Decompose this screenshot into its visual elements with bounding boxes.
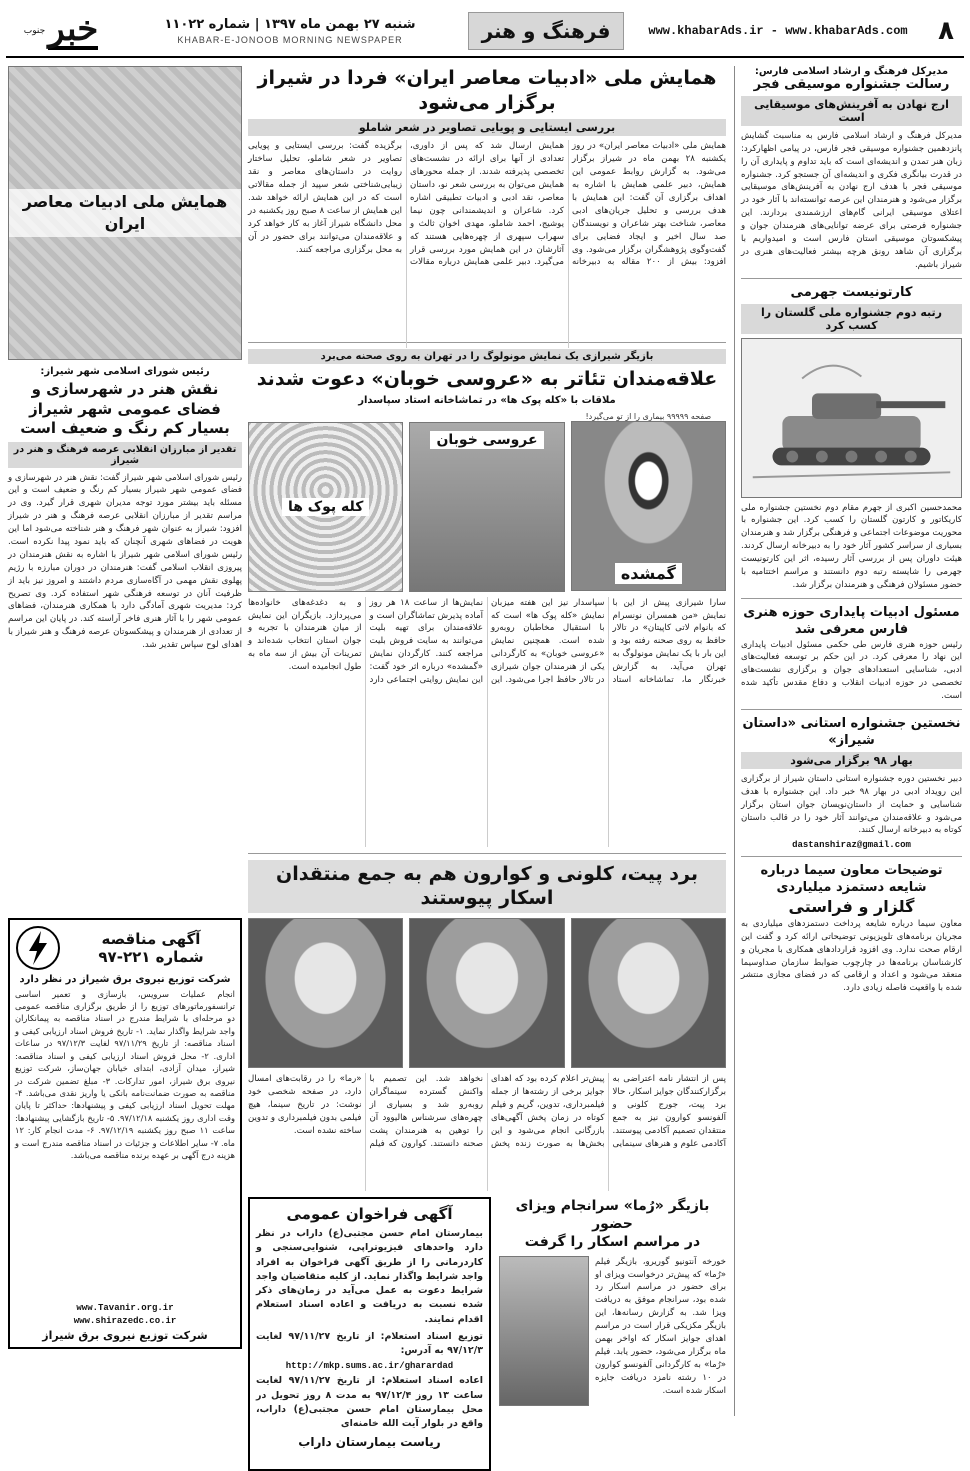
city-council-kicker: رئیس شورای اسلامی شهر شیراز: — [40, 366, 210, 377]
center-area — [248, 66, 726, 1450]
poster-lost-image — [571, 421, 726, 591]
oscar-critics-body: پس از انتشار نامه اعتراضی به برگزارکنندگان جوایز اسکار، حالا برد پیت، جورج کلونی و آلفونسو کوارون نیز به جمع منتقدان تصمیم آکادمی پیوستند. آکادمی علوم و هنرهای سینمایی پیش‌تر اعلام کرده بود که اهدای جوایز برخی از رشته‌ها از جمله فیلمبرداری، تدوین، گریم و فیلم کوتاه در زمان پخش آگهی‌های بازرگانی انجام می‌شود و این بخش‌ها به صورت زنده پخش نخواهد شد. این تصمیم با واکنش گسترده سینماگران روبه‌رو شد و بسیاری از چهره‌های سرشناس هالیوود آن را توهین به هنرمندان پشت صحنه دانستند. کوارون که فیلم «رما» را در رقابت‌های امسال دارد، در صفحه شخصی خود نوشت: در تاریخ سینما، هیچ فیلمی بدون فیلمبرداری و تدوین ساخته نشده است. — [248, 1074, 726, 1149]
tender-ad-signature: شرکت توزیع نیروی برق شیراز — [42, 1328, 208, 1342]
music-festival-body: مدیرکل فرهنگ و ارشاد اسلامی فارس به مناسبت گشایش پانزدهمین جشنواره موسیقی فجر فارس، در پیامی اظهارکرد: زبان هنر تمدن و اندیشه‌ای است که باید تداوم و پایداری آن را در قدرت بیانگری فکری و اندیشه‌ای آن جستجو کرد. جشنواره موسیقی فجر با هدف ارج نهادن به آفرینش‌های موسیقایی برگزار می‌شود و هنرمندان این عرصه توانسته‌اند با آثار خود در اعتلای موسیقی ایرانی گام‌های ارزشمندی بردارند. این جشنواره فرصتی برای عرضه توانایی‌های هنرمندان جوان و پیشکسوتان موسیقی استان فارس است و امیدواریم با برگزاری آن شاهد رونق هرچه بیشتر فعالیت‌های هنری در شیراز باشیم. — [741, 130, 962, 270]
tv-salary-kicker: توضیحات معاون سیما درباره شایعه دستمزد میلیاردی — [760, 863, 943, 896]
poster-lost-title: گمشده — [615, 563, 682, 584]
public-call-url[interactable]: http://mkp.sums.ac.ir/gharardad — [285, 1361, 454, 1372]
public-call-body: بیمارستان امام حسن مجتبی(ع) داراب در نظر دارد واحدهای فیزیوتراپی، شنوایی‌سنجی و کاردرمانی را از طریق آگهی فراخوان به افراد واجد شرایط واگذار نماید. از کلیه متقاضیان واجد شرایط دعوت به عمل می‌آید در زمان‌های ذکر شده نسبت به دریافت و اعاده اسناد استعلام اقدام نمایند. — [256, 1228, 483, 1325]
cartoonist-title: رتبه دوم جشنواره ملی گلستان را کسب کرد — [741, 304, 962, 334]
conference-poster — [8, 66, 242, 360]
divider — [741, 856, 962, 857]
tender-ad — [8, 918, 242, 1349]
divider — [741, 598, 962, 599]
right-column — [734, 66, 962, 1416]
tender-ad-heading — [67, 930, 235, 966]
poster-lost-caption: صفحه ۹۹۹۹۹ بیماری را از تو می‌گیرد! — [585, 411, 712, 421]
tender-ad-company: شرکت توزیع نیروی برق شیراز در نظر دارد — [19, 973, 231, 985]
power-company-logo-icon — [15, 925, 61, 971]
oscar-critics-title: برد پیت، کلونی و کوارون هم به جمع منتقدان اسکار پیوستند — [248, 860, 726, 913]
tender-ad-body: انجام عملیات سرویس، بازسازی و تعمیر اساسی ترانسفورماتورهای توزیع را از طریق برگزاری مناقصه عمومی دو مرحله‌ای با شرایط مندرج در اسناد مناقصه به پیمانکاران واجد شرایط واگذار نماید. ۱- تاریخ فروش اسناد ارزیابی کیفی و اسناد مناقصه: از تاریخ ۹۷/۱۱/۲۹ لغایت ۹۷/۱۲/۳ در ساعات اداری. ۲- محل فروش اسناد ارزیابی کیفی و اسناد مناقصه: شیراز، میدان آزادی، ابتدای خیابان جهان‌ساز، شرکت توزیع نیروی برق شیراز، امور تدارکات. ۳- مبلغ تضمین شرکت در مناقصه به صورت ضمانت‌نامه بانکی یا واریز نقدی می‌باشد. ۴- مهلت تحویل اسناد ارزیابی کیفی و پیشنهادها: حداکثر تا پایان وقت اداری روز یکشنبه ۹۷/۱۲/۱۸. ۵- تاریخ بازگشایی پیشنهادها: ساعت ۱۱ صبح روز یکشنبه ۹۷/۱۲/۱۹. ۶- مدت انجام کار: ۱۲ ماه. ۷- سایر اطلاعات و جزئیات در اسناد مناقصه مندرج است و هزینه درج آگهی بر عهده برنده مناقصه می‌باشد. — [15, 988, 236, 1161]
tank-cartoon-drawing — [742, 339, 961, 497]
roma-actor-photo — [499, 1256, 589, 1406]
conference-text-block — [248, 66, 726, 336]
cartoonist-kicker: کارتونیست جهرمی — [790, 284, 913, 300]
roma-title-line1: بازیگر «رُما» سرانجام ویزای حضور — [515, 1198, 710, 1233]
portrait-alfonso-cuaron — [248, 918, 403, 1068]
tender-ad-header — [15, 925, 235, 971]
poster-wedding — [409, 410, 564, 592]
public-call-dates1: توزیع اسناد استعلام: از تاریخ ۹۷/۱۱/۲۷ لغایت ۹۷/۱۲/۳ به آدرس: — [256, 1330, 483, 1357]
conference-poster-text: همایش ملی ادبیات معاصر ایران — [9, 189, 241, 238]
divider — [741, 709, 962, 710]
theatre-posters — [248, 410, 726, 592]
bottom-row — [248, 1197, 726, 1471]
masthead — [6, 6, 964, 58]
tv-salary-body: معاون سیما درباره شایعه پرداخت دستمزدهای میلیاردی به مجریان برنامه‌های تلویزیونی توضیحاتی ارائه کرد و گفت این ارقام صحت ندارد. وی افزود قراردادهای همکاری با مجریان و کارشناسان برنامه‌ها در چارچوب ضوابط سازمان صداوسیما منعقد می‌شود و اعداد و ارقامی که در فضای مجازی منتشر شده با واقعیت فاصله زیادی دارد. — [741, 918, 962, 994]
theatre-body: سارا شیرازی پیش از این با نمایش «من همسران نونسرام که بانوام لاتی کاپیتان» در تالار حافظ به روی صحنه رفته بود و این بار با یک نمایش مونولوگ به تهران می‌آید. به گزارش خبرنگار ما، تماشاخانه استاد سپاسدار نیز این هفته میزبان نمایش «کله پوک ها» است که با استقبال مخاطبان روبه‌رو شده است. همچنین نمایش «عروسی خوبان» به کارگردانی یکی از هنرمندان جوان شیرازی در تالار حافظ اجرا می‌شود. این نمایش‌ها از ساعت ۱۸ هر روز آماده پذیرش تماشاگران است و علاقه‌مندان برای تهیه بلیت می‌توانند به سایت فروش بلیت مراجعه کنند. کارگردان نمایش «گمشده» درباره اثر خود گفت: این نمایش روایتی اجتماعی دارد و به دغدغه‌های خانواده‌ها می‌پردازد. بازیگران این نمایش از میان هنرمندان با تجربه و جوان استان انتخاب شده‌اند و تمرینات آن بیش از سه ماه به طول انجامیده است. — [248, 597, 726, 686]
theatre-article — [248, 349, 726, 847]
theatre-subtitle: ملاقات با «کله پوک ها» در تماشاخانه استاد سپاسدار — [358, 394, 616, 406]
public-call-ad — [248, 1197, 491, 1471]
tender-ad-url1[interactable]: www.Tavanir.org.ir — [76, 1302, 174, 1313]
poster-wedding-image — [409, 422, 564, 592]
issue-info — [116, 6, 464, 56]
poster-lost — [571, 410, 726, 592]
resistance-literature-title: مسئول ادبیات پایداری حوزه هنری فارس معرفی شد — [743, 604, 960, 637]
roma-article — [499, 1197, 726, 1471]
story-festival-email[interactable]: dastanshiraz@gmail.com — [792, 840, 911, 851]
logo-text: خبر — [48, 9, 99, 49]
public-call-title: آگهی فراخوان عمومی — [286, 1205, 453, 1224]
actor-portraits — [248, 918, 726, 1068]
theatre-title: علاقه‌مندان تئاتر به «عروسی خوبان» دعوت شدند — [256, 368, 718, 390]
divider — [248, 853, 726, 854]
city-council-body: رئیس شورای اسلامی شهر شیراز گفت: نقش هنر در شهرسازی و فضای عمومی شهر شیراز بسیار کم رنگ و ضعیف است و این مسئله باید بیشتر مورد توجه مدیران شهری قرار گیرد. وی در مراسم تقدیر از مبارزان انقلابی عرصه فرهنگ و هنر در شیراز افزود: شیراز به عنوان شهر فرهنگ و هنر شناخته می‌شود اما این هویت در فضاهای شهری آنچنان که باید نمود پیدا نکرده است. رئیس شورای اسلامی شهر شیراز با اشاره به نقش هنرمندان در پیروزی انقلاب اسلامی گفت: هنرمندان در دوران مبارزه با رژیم پهلوی نقش مهمی در آگاه‌سازی مردم داشتند و امروز نیز باید از ظرفیت آنان در توسعه فرهنگی شهر استفاده کرد. وی تصریح کرد: مدیریت شهری آمادگی دارد با همکاری هنرمندان، فضاهای عمومی شهر را با آثار هنری فاخر آراسته کند. در پایان این مراسم از تعدادی از هنرمندان و پیشکسوتان عرصه فرهنگ و هنر شیراز با اهدای لوح سپاس تقدیر شد. — [8, 472, 242, 651]
divider — [741, 278, 962, 279]
roma-title-line2: در مراسم اسکار را گرفت — [524, 1234, 701, 1251]
conference-title: همایش ملی «ادبیات معاصر ایران» فردا در شیراز برگزار می‌شود — [257, 67, 717, 114]
tender-ad-title: آگهی مناقصه — [101, 929, 201, 948]
conference-article — [248, 66, 726, 336]
roma-body: خورخه آنتونیو گوریرو، بازیگر فیلم «رُما» که پیش‌تر درخواست ویزای او برای حضور در مراسم اسکار رد شده بود، سرانجام موفق به دریافت ویزا شد. به گزارش رسانه‌ها، این بازیگر مکزیکی قرار است در مراسم اهدای جوایز اسکار که اواخر بهمن ماه برگزار می‌شود، حضور یابد. فیلم «رُما» به کارگردانی آلفونسو کوارون در ۱۰ رشته نامزد دریافت جایزه اسکار شده است. — [595, 1256, 726, 1396]
music-festival-subtitle: ارج نهادن به آفرینش‌های موسیقایی است — [741, 96, 962, 126]
roma-content — [499, 1256, 726, 1471]
music-festival-title: رسالت جشنواره موسیقی فجر — [753, 77, 950, 92]
tender-ad-url2[interactable]: www.shirazedc.co.ir — [73, 1315, 177, 1326]
page-number: ۸ — [938, 16, 954, 46]
conference-body: همایش ملی «ادبیات معاصر ایران» در روز یکشنبه ۲۸ بهمن ماه در شیراز برگزار می‌شود. به گزارش روابط عمومی این همایش، دبیر علمی همایش با اشاره به اهداف برگزاری آن گفت: این همایش با هدف بررسی و تحلیل جریان‌های ادبی معاصر، شناخت بهتر شاعران و نویسندگان صد سال اخیر و ایجاد فضایی برای گفت‌وگوی پژوهشگران برگزار می‌شود. وی افزود: بیش از ۲۰۰ مقاله به دبیرخانه همایش ارسال شد که پس از داوری، تعدادی از آنها برای ارائه در نشست‌های تخصصی پذیرفته شدند. از جمله محورهای همایش می‌توان به بررسی شعر نو، داستان معاصر، نقد ادبی و ادبیات تطبیقی اشاره کرد. شاعران و اندیشمندانی چون نیما یوشیج، احمد شاملو، مهدی اخوان ثالث و سهراب سپهری از چهره‌هایی هستند که آثارشان در این همایش مورد بررسی قرار می‌گیرد. دبیر علمی همایش درباره مقالات برگزیده گفت: بررسی ایستایی و پویایی تصاویر در شعر شاملو، تحلیل ساختار روایت در داستان‌های معاصر و نقد زیبایی‌شناختی شعر سپید از جمله مقالاتی است که در این همایش ارائه خواهد شد. این همایش از ساعت ۸ صبح روز یکشنبه در محل دانشگاه شیراز آغاز به کار خواهد کرد و علاقه‌مندان می‌توانند برای حضور در آن به محل برگزاری مراجعه کنند. — [248, 141, 726, 268]
public-call-dates2: اعاده اسناد استعلام: از تاریخ ۹۷/۱۱/۲۷ لغایت ساعت ۱۳ روز ۹۷/۱۲/۴ به مدت ۸ روز تحویل در محل بیمارستان امام حسن مجتبی(ع) داراب، واقع در بلوار آیت الله خامنه‌ای — [256, 1375, 484, 1430]
english-name: KHABAR-E-JONOOB MORNING NEWSPAPER — [177, 35, 403, 45]
public-call-signature: ریاست بیمارستان داراب — [298, 1435, 441, 1450]
site-urls[interactable]: www.khabarAds.ir - www.khabarAds.com — [648, 24, 908, 38]
newspaper-logo — [6, 6, 116, 56]
poster-fools — [248, 410, 403, 592]
cartoonist-body: محمدحسین اکبری از جهرم مقام دوم نخستین جشنواره ملی کاریکاتور و کارتون گلستان را کسب کرد. این جشنواره با محوریت موضوعات اجتماعی و فرهنگی برگزار شد و هنرمندان بسیاری از سراسر کشور آثار خود را به دبیرخانه ارسال کردند. هیئت داوران پس از بررسی آثار رسیده، اثر این کارتونیست جهرمی را شایسته رتبه دوم دانستند و مراسم اختتامیه با حضور مسئولان فرهنگی و هنرمندان برگزار شد. — [741, 502, 962, 590]
left-column — [8, 366, 242, 1416]
poster-fools-image — [248, 422, 403, 592]
logo-sub: جنوب — [23, 26, 46, 36]
music-festival-kicker: مدیرکل فرهنگ و ارشاد اسلامی فارس: — [754, 66, 949, 77]
conference-poster-image — [8, 66, 242, 360]
tank-cartoon-image — [741, 338, 962, 498]
poster-wedding-title: عروسی خوبان — [430, 431, 543, 449]
issue-date: شنبه ۲۷ بهمن ماه ۱۳۹۷ | شماره ۱۱۰۲۲ — [164, 17, 416, 32]
oscar-critics-article — [248, 860, 726, 1191]
portrait-brad-pitt — [571, 918, 726, 1068]
poster-fools-title: کله پوک ها — [282, 498, 369, 516]
resistance-literature-body: رئیس حوزه هنری فارس طی حکمی مسئول ادبیات پایداری این نهاد را معرفی کرد. در این حکم بر توسعه فعالیت‌های ادبی، شناسایی استعدادهای جوان و برگزاری نشست‌های تخصصی در حوزه ادبیات انقلاب و دفاع مقدس تأکید شده است. — [741, 639, 962, 702]
story-festival-title: بهار ۹۸ برگزار می‌شود — [741, 752, 962, 769]
story-festival-kicker: نخستین جشنواره استانی «داستان شیراز» — [742, 716, 961, 748]
city-council-band: تقدیر از مبارزان انقلابی عرصه فرهنگ و هنر در شیراز — [8, 442, 242, 468]
city-council-title: نقش هنر در شهرسازی و فضای عمومی شهر شیراز بسیار کم رنگ و ضعیف است — [20, 380, 230, 437]
section-title: فرهنگ و هنر — [468, 12, 624, 50]
theatre-kicker: بازیگر شیرازی یک نمایش مونولوگ را در تهران به روی صحنه می‌برد — [248, 349, 726, 364]
conference-band: بررسی ایستایی و پویایی تصاویر در شعر شاملو — [248, 119, 726, 136]
tv-salary-title: گلزار و فراستی — [788, 897, 915, 917]
portrait-george-clooney — [409, 918, 564, 1068]
story-festival-body: دبیر نخستین دوره جشنواره استانی داستان شیراز از برگزاری این رویداد ادبی در بهار ۹۸ خبر داد. این جشنواره با هدف شناسایی و حمایت از داستان‌نویسان جوان استان برگزار می‌شود و علاقه‌مندان می‌توانند آثار خود را در قالب داستان کوتاه به دبیرخانه ارسال کنند. — [741, 773, 962, 836]
tender-ad-number: شماره ۲۲۱-۹۷ — [98, 947, 204, 966]
